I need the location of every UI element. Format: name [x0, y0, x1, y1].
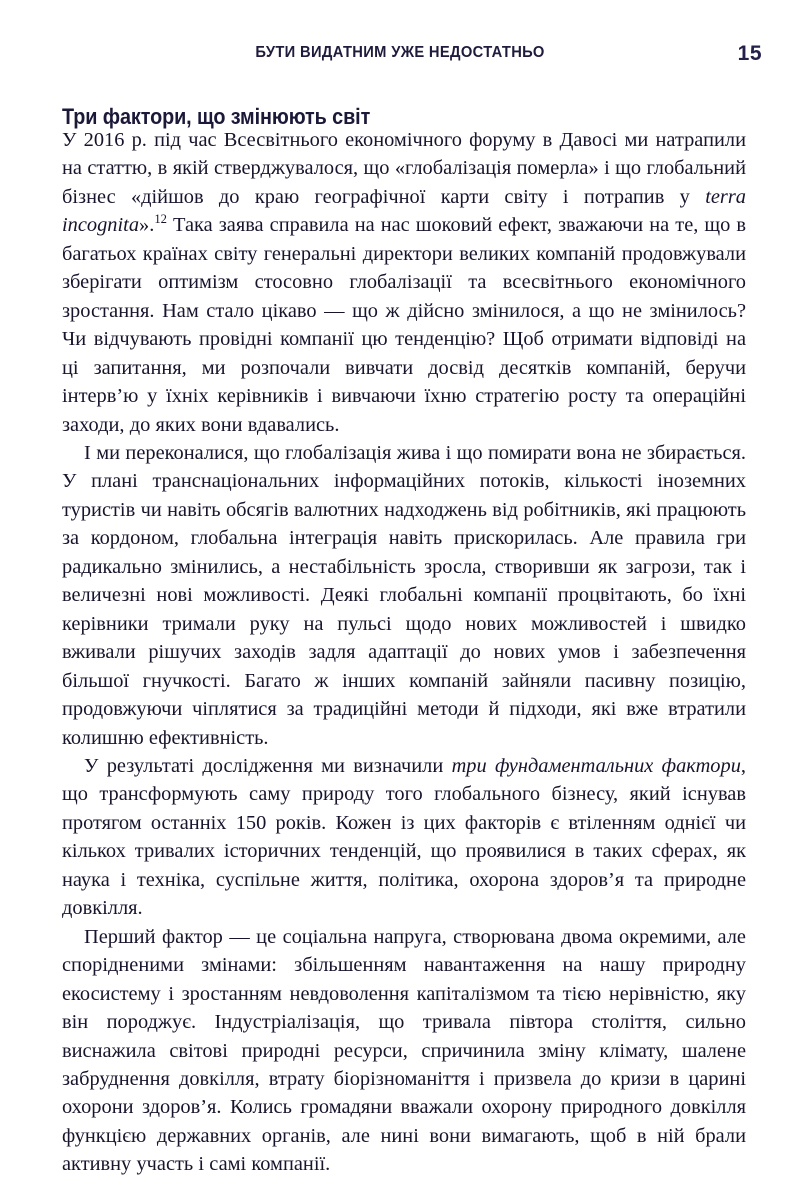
paragraph: У 2016 р. під час Всесвітнього економічного форуму в Давосі ми натрапили на статтю, в якій стверджувалося, що «глобалізація померла» і що глобальний бізнес «дійшов до краю географічної карти світу і потрапив у terra incognita».$^{12}$ Така заява справила на нас шоковий ефект, зважаючи на те, що в багатьох країнах світу генеральні директори великих компаній продовжували зберігати оптимізм стосовно глобалізації та всесвітнього економічного зростання. Нам стало цікаво — що ж дійсно змінилося, а що не змінилось? Чи відчувають провідні компанії цю тенденцію? Щоб отримати відповіді на ці запитання, ми розпочали вивчати досвід десятків компаній, беручи інтерв’ю у їхніх керівників і вивчаючи їхню стратегію росту та операційні заходи, до яких вони вдавались. [62, 129, 746, 436]
italic-run: terra incognita [62, 185, 746, 237]
footnote-reference: 12 [154, 212, 167, 227]
body-text-column [62, 126, 746, 1179]
page-number: 15 [737, 42, 762, 65]
paragraph: У результаті дослідження ми визначили три фундаментальних фактори, що трансформують саму природу того глобального бізнесу, який існував протягом останніх 150 років. Кожен із цих факторів є втіленням однієї чи кількох тривалих історичних тенденцій, що проявилися в таких сферах, як наука і техніка, суспільне життя, політика, охорона здоров’я та природне довкілля. [62, 754, 747, 920]
running-head-title: БУТИ ВИДАТНИМ УЖЕ НЕДОСТАТНЬО [255, 44, 545, 61]
section-heading: Три фактори, що змінюють світ [62, 103, 371, 129]
paragraph: Перший фактор — це соціальна напруга, створювана двома окремими, але спорідненими змінами: збільшенням навантаження на нашу природну екосистему і зростанням невдоволення капіталізмом та тією нерівністю, яку він породжує. Індустріалізація, що тривала півтора століття, сильно виснажила світові природні ресурси, спричинила зміну клімату, шалене забруднення довкілля, втрату біорізноманіття і призвела до кризи в царині охорони здоров’я. Колись громадяни вважали охорону природного довкілля функцією державних органів, але нині вони вимагають, щоб в ній брали активну участь і самі компанії. [62, 925, 746, 1176]
paragraph: І ми переконалися, що глобалізація жива і що помирати вона не збирається. У плані транснаціональних інформаційних потоків, кількості іноземних туристів чи навіть обсягів валютних надходжень від робітників, які працюють за кордоном, глобальна інтеграція навіть прискорилась. Але правила гри радикально змінились, а нестабільність зросла, створивши як загрози, так і величезні нові можливості. Деякі глобальні компанії процвітають, бо їхні керівники тримали руку на пульсі щодо нових можливостей і швидко вживали рішучих заходів задля адаптації до нових умов і забезпечення більшої гнучкості. Багато ж інших компаній зайняли пасивну позицію, продовжуючи чіплятися за традиційні методи й підходи, які вже втратили колишню ефективність. [62, 441, 746, 749]
italic-run: три фундаментальних фактори [451, 754, 741, 777]
running-head [0, 44, 800, 70]
